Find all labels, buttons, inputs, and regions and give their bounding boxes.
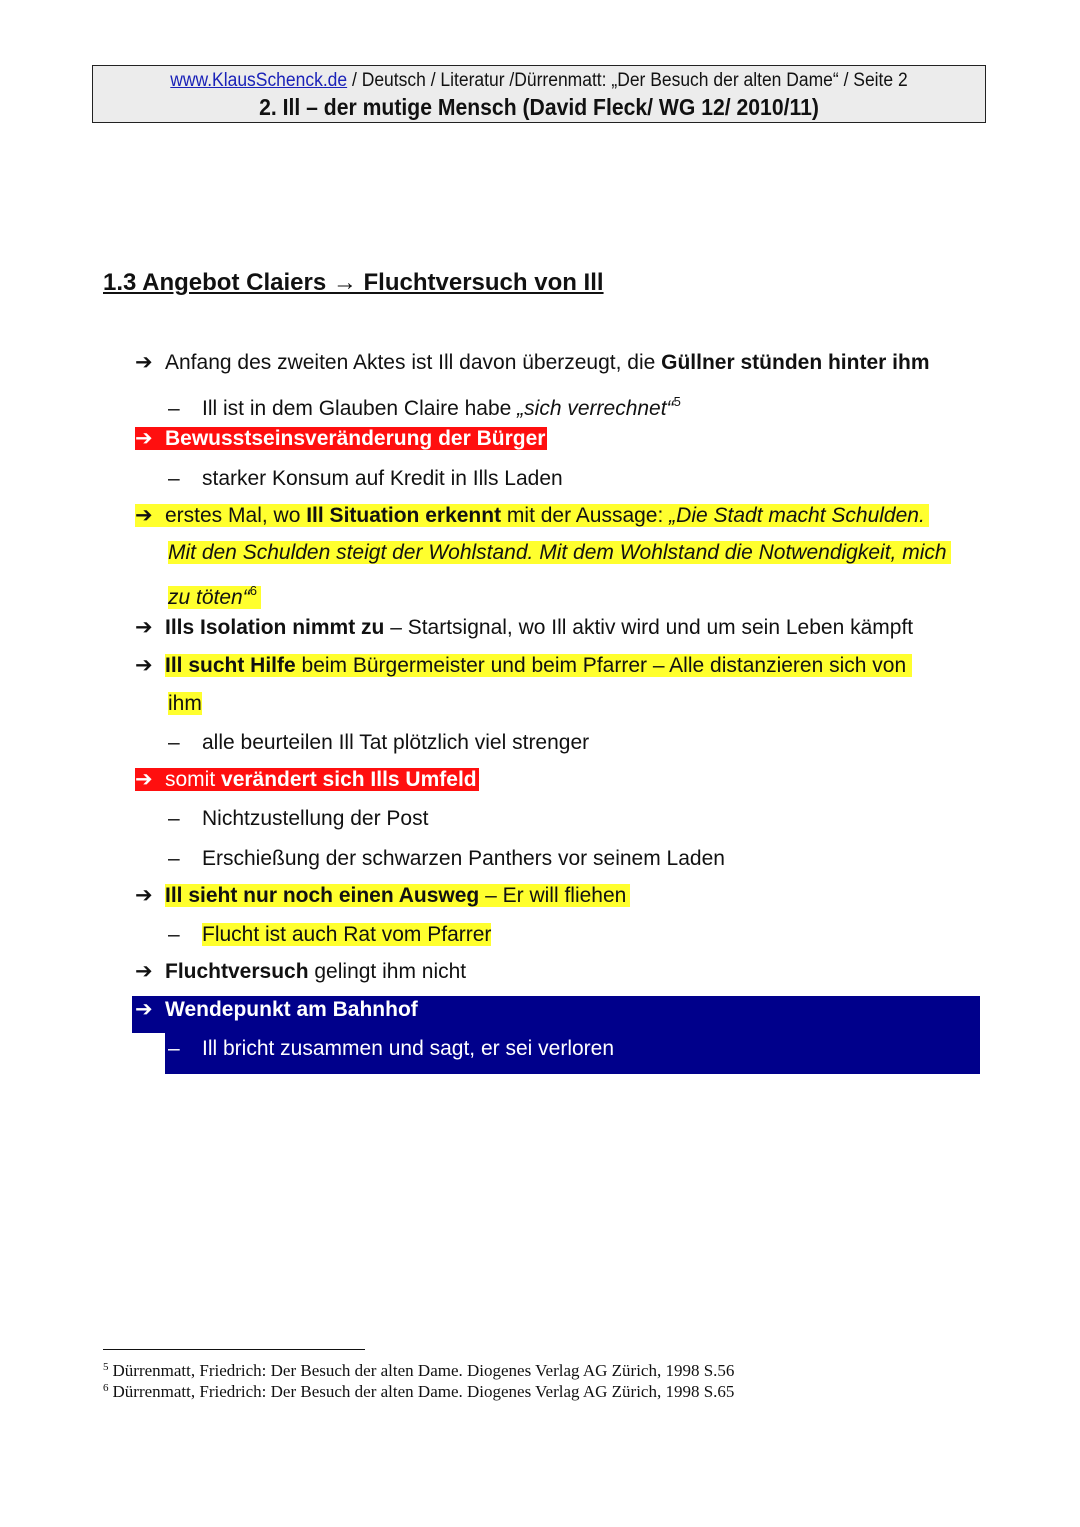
text: – Startsignal, wo Ill aktiv wird und um sein Leben kämpft (384, 616, 914, 639)
footnote-ref: 6 (249, 583, 257, 598)
arrow-icon: ➔ (135, 960, 153, 983)
page-header (92, 65, 986, 123)
header-title: 2. Ill – der mutige Mensch (David Fleck/ WG 12/ 2010/11) (259, 94, 819, 120)
dash-icon: – (168, 467, 180, 490)
dash-icon: – (168, 397, 180, 420)
footnote-number: 6 (103, 1382, 109, 1394)
footnote-6 (103, 1382, 734, 1402)
text: Erschießung der schwarzen Panthers vor seinem Laden (202, 847, 725, 870)
text-bold: Wendepunkt am Bahnhof (165, 998, 418, 1021)
sub-line-19 (168, 1034, 614, 1064)
bullet-line-18 (135, 995, 418, 1025)
sub-line-11 (168, 728, 589, 758)
sub-line-16 (168, 920, 491, 950)
footnote-5 (103, 1361, 734, 1381)
bullet-line-15 (135, 881, 630, 911)
text-bold: Ill sucht Hilfe (165, 654, 296, 677)
arrow-icon: ➔ (135, 884, 153, 907)
sub-line-4 (168, 464, 563, 494)
text-bold: Ills Isolation nimmt zu (165, 616, 385, 639)
header-path: / Deutsch / Literatur /Dürrenmatt: „Der Besuch der alten Dame“ / Seite 2 (347, 70, 908, 91)
text: ihm (168, 692, 202, 715)
text-bold: Ill sieht nur noch einen Ausweg (165, 884, 480, 907)
text: Nichtzustellung der Post (202, 807, 429, 830)
text: Ill ist in dem Glauben Claire habe (202, 397, 518, 420)
dash-icon: – (168, 807, 180, 830)
bullet-line-3 (135, 424, 547, 454)
text-bold: Güllner stünden hinter ihm (661, 351, 930, 374)
text: – Er will fliehen (479, 884, 627, 907)
bullet-line-17 (135, 957, 466, 987)
footnote-ref: 5 (673, 394, 681, 409)
text: somit (165, 768, 222, 791)
arrow-icon: ➔ (135, 616, 153, 639)
bullet-line-8 (135, 613, 913, 643)
quote-line-7 (168, 576, 261, 613)
footnote-text: Dürrenmatt, Friedrich: Der Besuch der alten Dame. Diogenes Verlag AG Zürich, 1998 S.56 (112, 1361, 735, 1380)
quote: „sich verrechnet“ (517, 397, 674, 420)
bullet-line-1 (135, 348, 930, 378)
quote: zu töten“ (168, 586, 250, 609)
dash-icon: – (168, 1037, 180, 1060)
arrow-icon: ➔ (135, 654, 153, 677)
text: erstes Mal, wo (165, 504, 307, 527)
text-bold: Ill Situation erkennt (306, 504, 502, 527)
text: Ill bricht zusammen und sagt, er sei verloren (202, 1037, 615, 1060)
dash-icon: – (168, 923, 180, 946)
arrow-icon: ➔ (135, 768, 153, 791)
bullet-line-9 (135, 651, 912, 681)
text: alle beurteilen Ill Tat plötzlich viel strenger (202, 731, 590, 754)
arrow-icon: ➔ (135, 351, 153, 374)
sub-line-2 (168, 387, 681, 424)
text-bold: Bewusstseinsveränderung der Bürger (165, 427, 546, 450)
text-bold: verändert sich Ills Umfeld (221, 768, 477, 791)
arrow-icon: ➔ (135, 427, 153, 450)
site-link[interactable]: www.KlausSchenck.de (170, 70, 348, 91)
bullet-line-5 (135, 501, 929, 531)
arrow-icon: ➔ (135, 998, 153, 1021)
text: Flucht ist auch Rat vom Pfarrer (202, 923, 492, 946)
quote: „Die Stadt macht Schulden. (669, 504, 925, 527)
quote: Mit den Schulden steigt der Wohlstand. Mit dem Wohlstand die Notwendigkeit, mich (168, 541, 951, 564)
text-bold: Fluchtversuch (165, 960, 309, 983)
line-10 (168, 689, 202, 719)
dash-icon: – (168, 847, 180, 870)
quote-line-6 (168, 538, 951, 568)
dash-icon: – (168, 731, 180, 754)
text: Anfang des zweiten Aktes ist Ill davon überzeugt, die (165, 351, 662, 374)
sub-line-13 (168, 804, 428, 834)
text: gelingt ihm nicht (308, 960, 467, 983)
section-title: 1.3 Angebot Claiers → Fluchtversuch von Ill (103, 269, 604, 296)
header-breadcrumb (129, 70, 950, 92)
sub-line-14 (168, 844, 725, 874)
footnote-number: 5 (103, 1361, 109, 1373)
bullet-line-12 (135, 765, 479, 795)
text: mit der Aussage: (501, 504, 670, 527)
text: starker Konsum auf Kredit in Ills Laden (202, 467, 563, 490)
footnote-divider (103, 1349, 365, 1350)
text: beim Bürgermeister und beim Pfarrer – Alle distanzieren sich von (295, 654, 907, 677)
footnote-text: Dürrenmatt, Friedrich: Der Besuch der alten Dame. Diogenes Verlag AG Zürich, 1998 S.65 (112, 1382, 735, 1401)
arrow-icon: ➔ (135, 504, 153, 527)
